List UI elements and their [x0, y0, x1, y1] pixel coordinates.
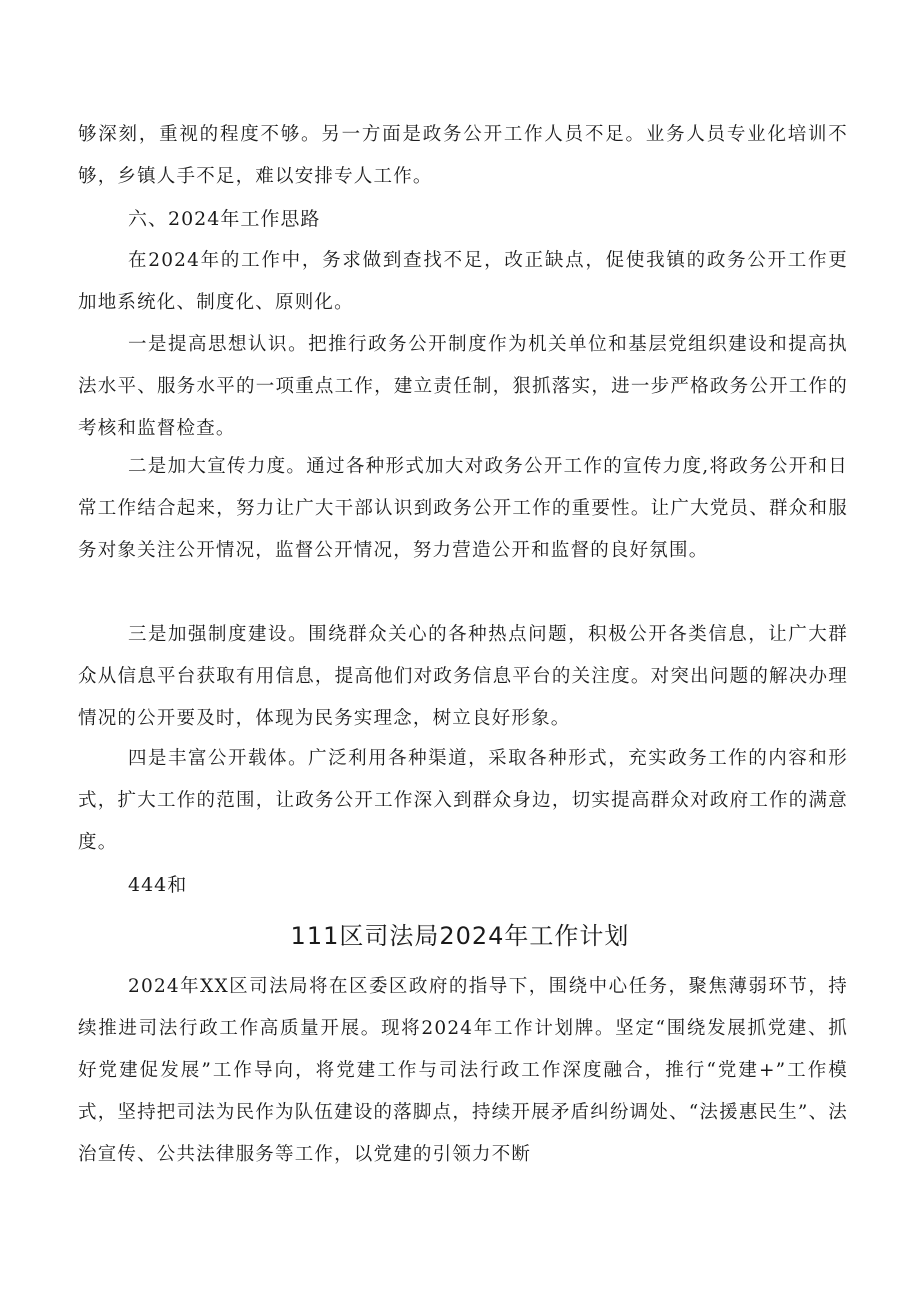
paragraph-intro: 在2024年的工作中，务求做到查找不足，改正缺点，促使我镇的政务公开工作更加地系统化、制度化、原则化。 — [78, 250, 848, 313]
paragraph-point-1: 一是提高思想认识。把推行政务公开制度作为机关单位和基层党组织建设和提高执法水平、服务水平的一项重点工作，建立责任制，狠抓落实，进一步严格政务公开工作的考核和监督检查。 — [78, 334, 848, 439]
second-intro-paragraph: 2024年XX区司法局将在区委区政府的指导下，围绕中心任务，聚焦薄弱环节，持续推进司法行政工作高质量开展。现将2024年工作计划牌。坚定“围绕发展抓党建、抓好党建促发展”工作导向，将党建工作与司法行政工作深度融合，推行“党建+”工作模式，坚持把司法为民作为队伍建设的落脚点，持续开展矛盾纠纷调处、“法援惠民生”、法治宣传、公共法律服务等工作，以党建的引领力不断 — [78, 976, 848, 1165]
document-title: 111区司法局2024年工作计划 — [290, 922, 630, 950]
paragraph-point-2: 二是加大宣传力度。通过各种形式加大对政务公开工作的宣传力度,将政务公开和日常工作结合起来，努力让广大干部认识到政务公开工作的重要性。让广大党员、群众和服务对象关注公开情况，监督公开情况，努力营造公开和监督的良好氛围。 — [78, 456, 848, 561]
separator-text: 444和 — [128, 874, 188, 896]
paragraph-point-4: 四是丰富公开载体。广泛利用各种渠道，采取各种形式，充实政务工作的内容和形式，扩大工作的范围，让政务公开工作深入到群众身边，切实提高群众对政府工作的满意度。 — [78, 748, 848, 853]
section-heading: 六、2024年工作思路 — [128, 208, 321, 230]
continuation-paragraph: 够深刻，重视的程度不够。另一方面是政务公开工作人员不足。业务人员专业化培训不够，乡镇人手不足，难以安排专人工作。 — [78, 124, 848, 187]
paragraph-point-3: 三是加强制度建设。围绕群众关心的各种热点问题，积极公开各类信息，让广大群众从信息平台获取有用信息，提高他们对政务信息平台的关注度。对突出问题的解决办理情况的公开要及时，体现为民务实理念，树立良好形象。 — [78, 624, 848, 729]
